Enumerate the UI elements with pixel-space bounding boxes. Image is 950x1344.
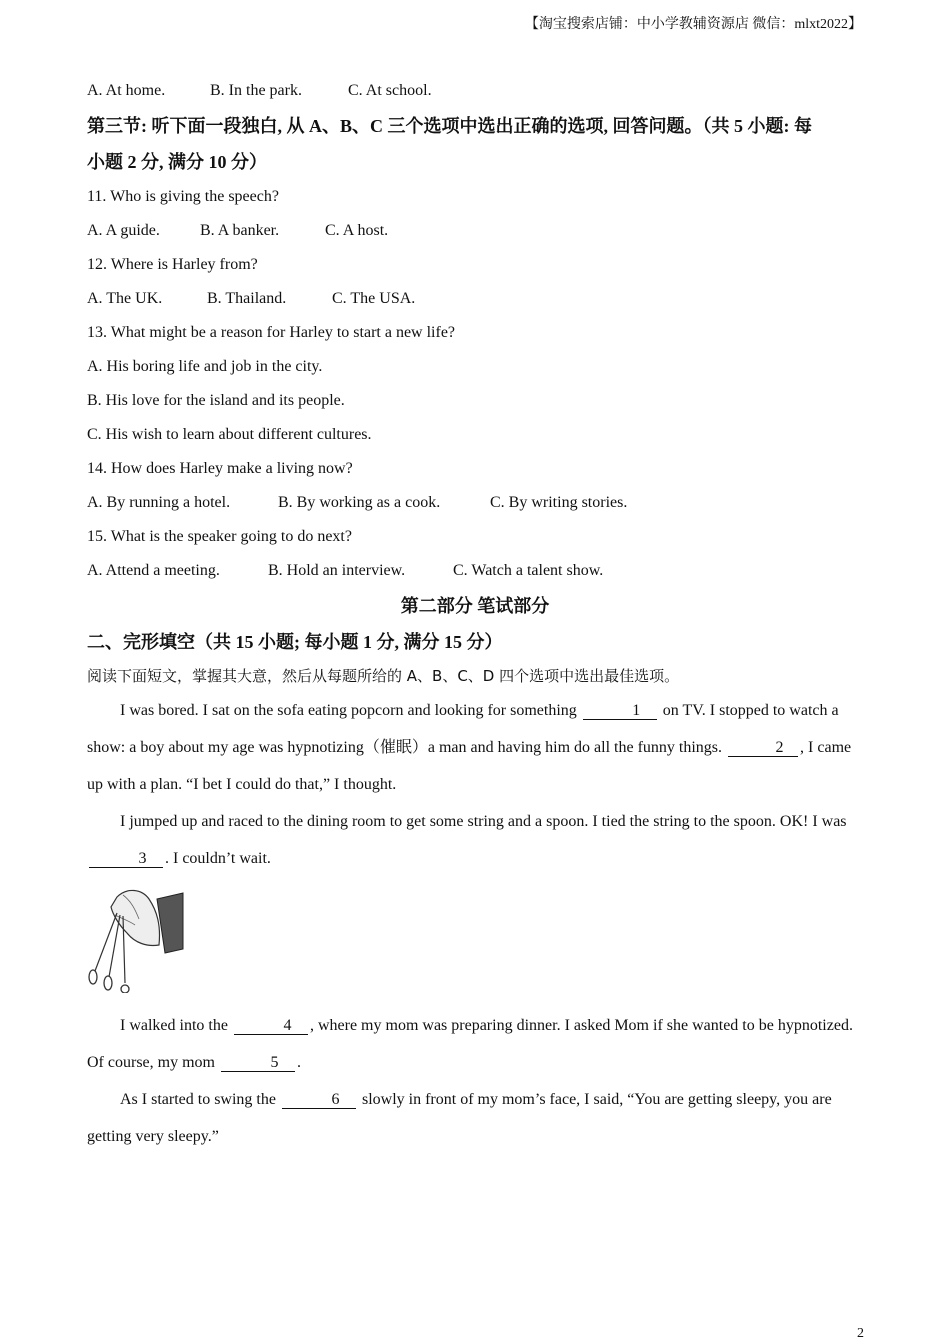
option-a: A. Attend a meeting.: [87, 562, 220, 579]
option-a: A. By running a hotel.: [87, 494, 231, 511]
blank-5: 5: [221, 1055, 295, 1072]
blank-3: 3: [89, 851, 163, 868]
q12-options: [87, 291, 863, 307]
blank-4: 4: [234, 1018, 308, 1035]
q10-options: [87, 83, 863, 99]
section3-title-line2: 小题 2 分, 满分 10 分）: [87, 152, 267, 172]
page-header: 【淘宝搜索店铺：中小学教辅资源店 微信：mlxt2022】: [524, 17, 862, 32]
q13-option-b: B. His love for the island and its people.: [87, 392, 345, 409]
option-b: B. In the park.: [210, 82, 302, 99]
cloze-paragraph-2: I jumped up and raced to the dining room to get some string and a spoon. I tied the string to the spoon. OK! I was 3 . I couldn’t wait.: [87, 803, 863, 877]
document-body: [87, 78, 863, 1155]
option-c: C. The USA.: [332, 290, 416, 307]
q13-option-c: C. His wish to learn about different cultures.: [87, 426, 372, 443]
hand-holding-spoons-icon: [87, 885, 187, 993]
cloze-instruction: 阅读下面短文，掌握其大意，然后从每题所给的 A、B、C、D 四个选项中选出最佳选项。: [87, 667, 680, 685]
q15-options: [87, 563, 863, 579]
question-15: 15. What is the speaker going to do next?: [87, 528, 352, 545]
section3-title-line1: 第三节: 听下面一段独白, 从 A、B、C 三个选项中选出正确的选项, 回答问题。（共 5 小题: 每: [87, 116, 812, 136]
part2-title: 第二部分 笔试部分: [400, 596, 550, 616]
cloze-paragraph-4: As I started to swing the 6 slowly in front of my mom’s face, I said, “You are getting sleepy, you are getting very sleepy.”: [87, 1091, 832, 1145]
q13-option-a: A. His boring life and job in the city.: [87, 358, 323, 375]
option-c: C. At school.: [348, 82, 432, 99]
q14-options: [87, 495, 863, 511]
option-b: B. Hold an interview.: [268, 562, 406, 579]
q11-options: [87, 223, 863, 239]
option-a: A. The UK.: [87, 290, 163, 307]
cloze-paragraph-1: I was bored. I sat on the sofa eating popcorn and looking for something 1 on TV. I stopped to watch a show: a boy about my age was hypnotizing（催眠）a man and having him do all the funny things. 2 , I came up with a plan. “I bet I could do that,” I thought.: [87, 702, 852, 793]
cloze-title: 二、完形填空（共 15 小题; 每小题 1 分, 满分 15 分）: [87, 632, 503, 652]
option-c: C. By writing stories.: [490, 494, 628, 511]
blank-1: 1: [583, 703, 657, 720]
option-c: C. Watch a talent show.: [453, 562, 604, 579]
option-a: A. A guide.: [87, 222, 160, 239]
option-b: B. By working as a cook.: [278, 494, 441, 511]
option-b: B. Thailand.: [207, 290, 287, 307]
cloze-paragraph-3: I walked into the 4 , where my mom was preparing dinner. I asked Mom if she wanted to be hypnotized. Of course, my mom 5 .: [87, 1017, 853, 1071]
question-14: 14. How does Harley make a living now?: [87, 460, 353, 477]
blank-2: 2: [728, 740, 798, 757]
question-13: 13. What might be a reason for Harley to start a new life?: [87, 324, 456, 341]
hypnosis-spoon-illustration: [87, 885, 863, 997]
question-12: 12. Where is Harley from?: [87, 256, 258, 273]
option-a: A. At home.: [87, 82, 166, 99]
option-c: C. A host.: [325, 222, 389, 239]
option-b: B. A banker.: [200, 222, 280, 239]
page-number: 2: [857, 1326, 864, 1341]
question-11: 11. Who is giving the speech?: [87, 188, 279, 205]
blank-6: 6: [282, 1092, 356, 1109]
